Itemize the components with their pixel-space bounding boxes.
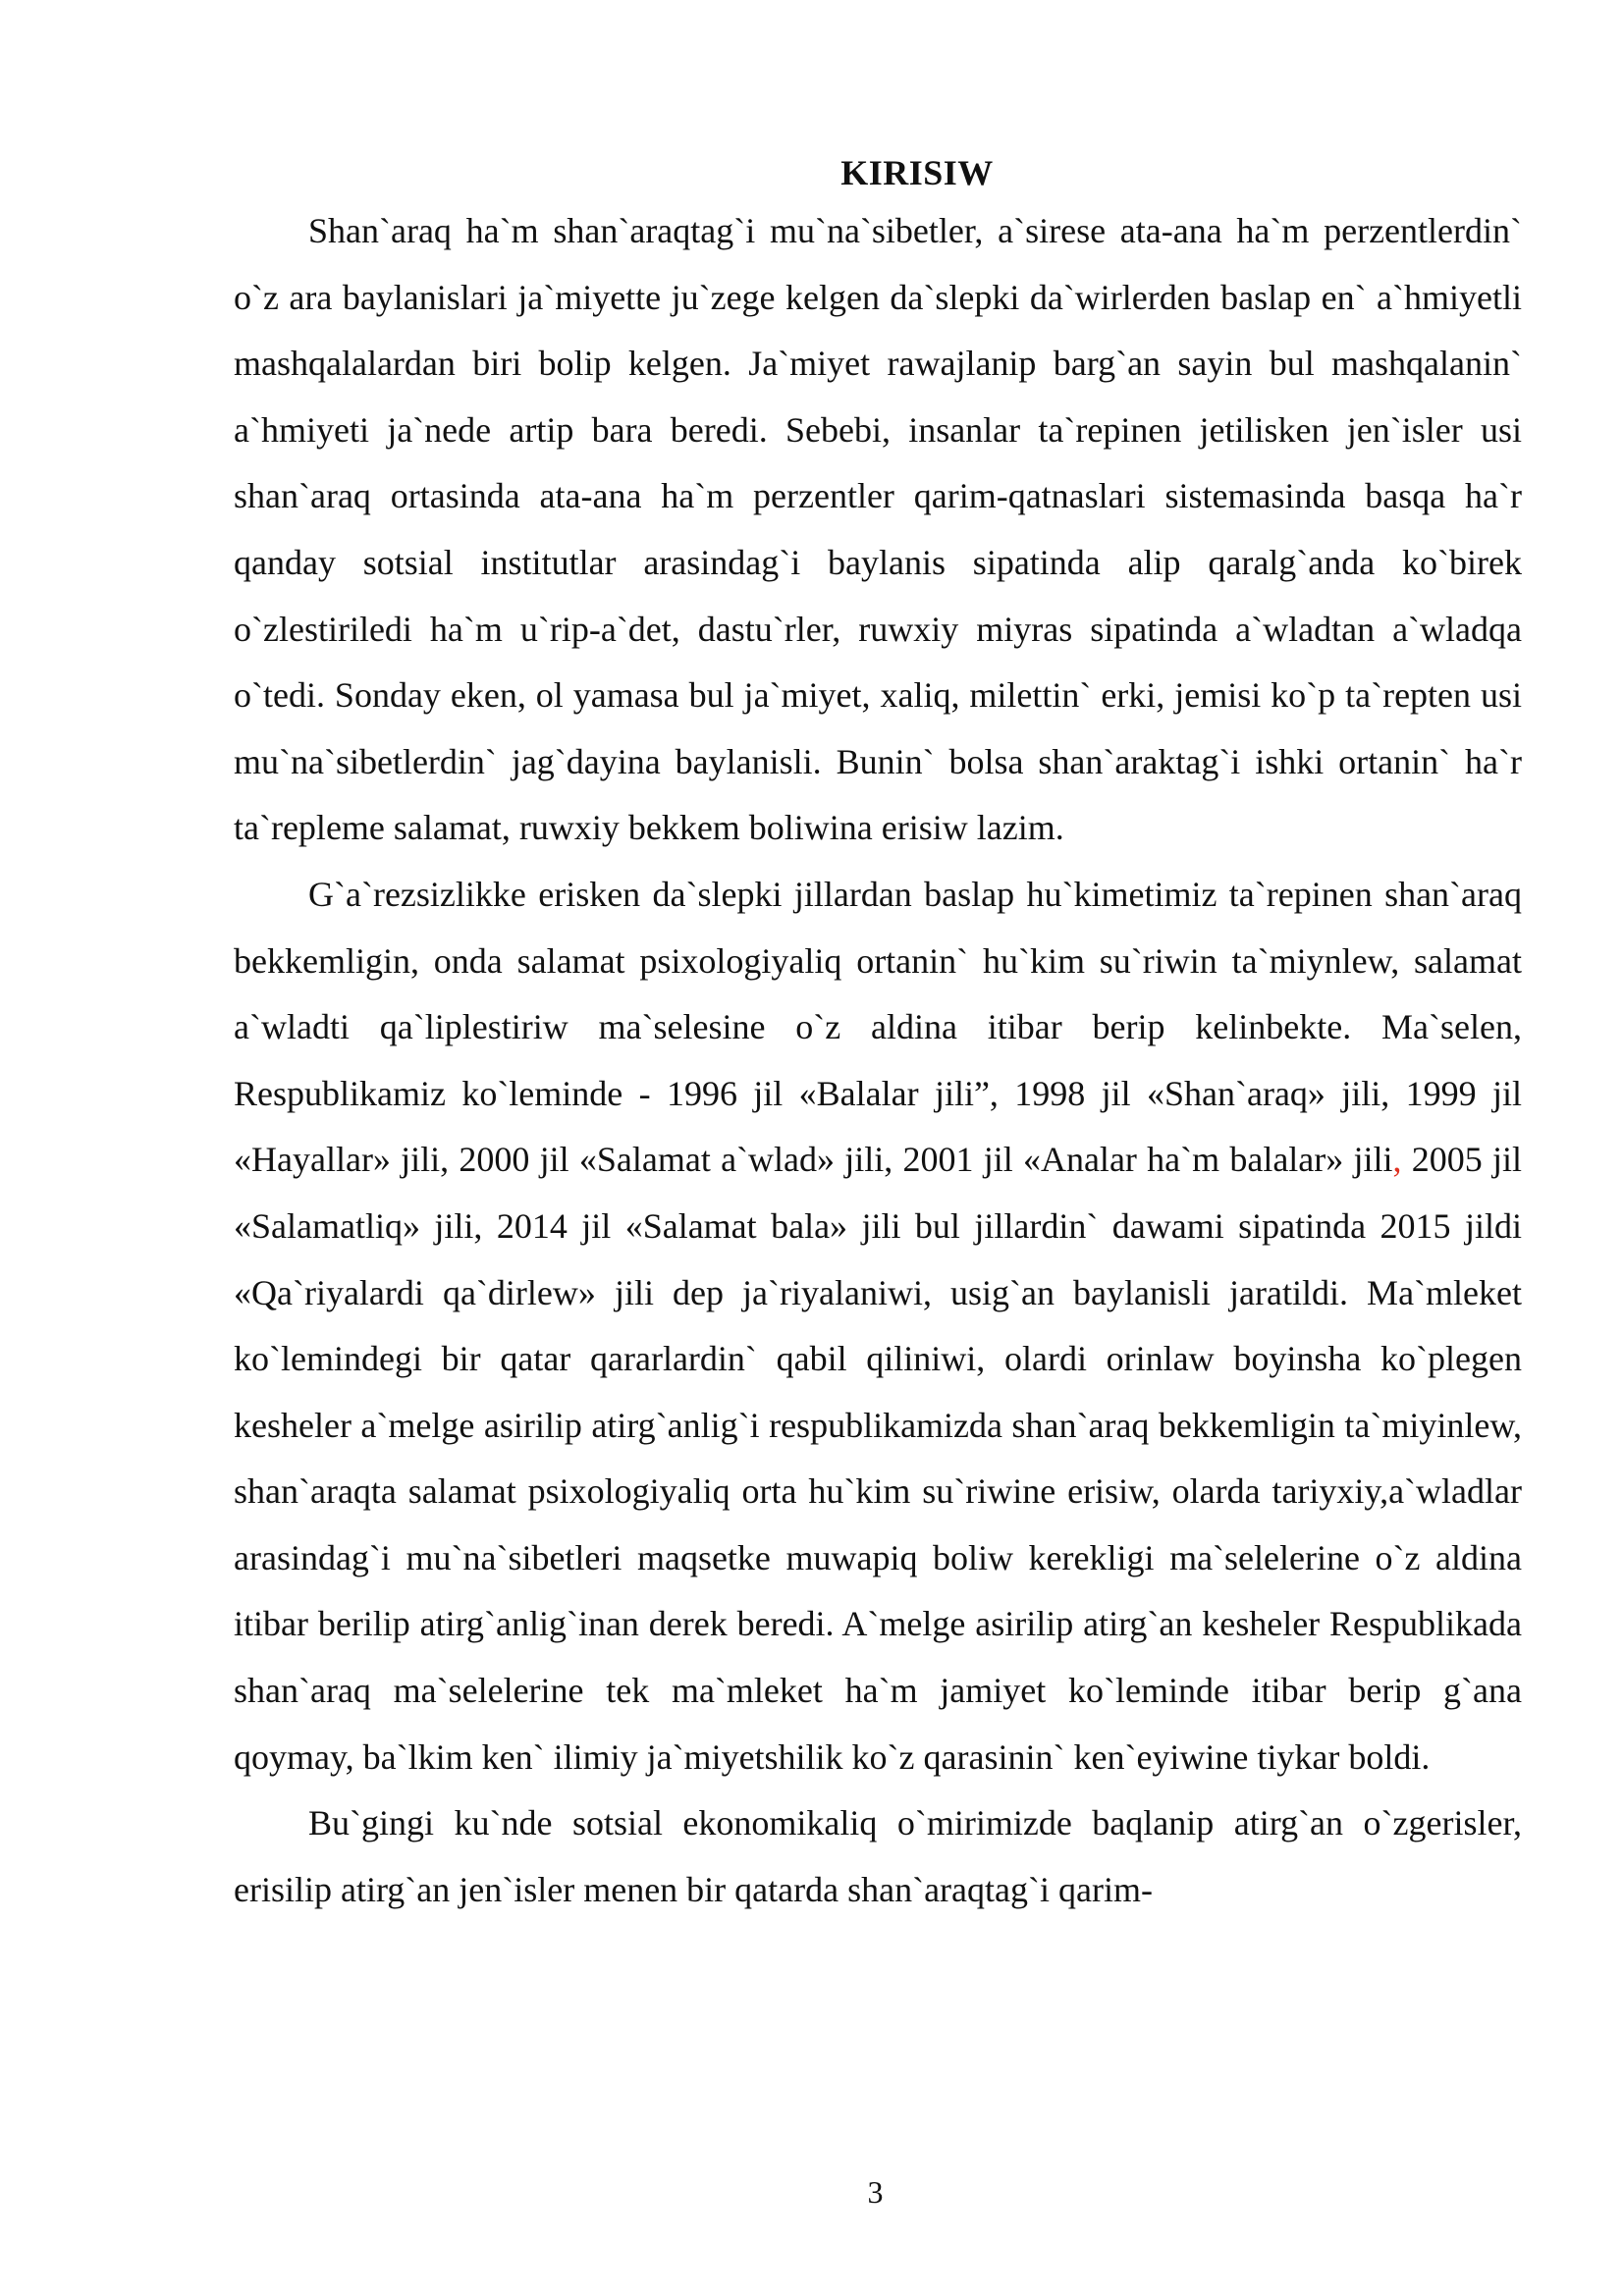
highlighted-comma: , xyxy=(1392,1140,1402,1180)
paragraph-2-text-before: G`a`rezsizlikke erisken da`slepki jillardan baslap hu`kimetimiz ta`repinen shan`araq bekkemligin, onda salamat psixologiyaliq ortanin` hu`kim su`riwin ta`miynlew, salamat a`wladti qa`liplestiriw ma`selesine o`z aldina itibar berip kelinbekte. Ma`selen, Respublikamiz ko`leminde - 1996 jil «Balalar jili”, 1998 jil «Shan`araq» jili, 1999 jil «Hayallar» jili, 2000 jil «Salamat a`wlad» jili, 2001 jil «Analar ha`m balalar» jili xyxy=(234,874,1522,1180)
page-number: 3 xyxy=(867,2174,884,2210)
page-title: KIRISIW xyxy=(840,153,994,192)
page-content xyxy=(234,149,1522,1923)
paragraph-1: Shan`araq ha`m shan`araqtag`i mu`na`sibetler, a`sirese ata-ana ha`m perzentlerdin` o`z ara baylanislari ja`miyette ju`zege kelgen da`slepki da`wirlerden baslap en` a`hmiyetli mashqalalardan biri bolip kelgen. Ja`miyet rawajlanip barg`an sayin bul mashqalanin` a`hmiyeti ja`nede artip bara beredi. Sebebi, insanlar ta`repinen jetilisken jen`isler usi shan`araq ortasinda ata-ana ha`m perzentler qarim-qatnaslari sistemasinda basqa ha`r qanday sotsial institutlar arasindag`i baylanis sipatinda alip qaralg`anda ko`birek o`zlestiriledi ha`m u`rip-a`det, dastu`rler, ruwxiy miyras sipatinda a`wladtan a`wladqa o`tedi. Sonday eken, ol yamasa bul ja`miyet, xaliq, milettin` erki, jemisi ko`p ta`repten usi mu`na`sibetlerdin` jag`dayina baylanisli. Bunin` bolsa shan`araktag`i ishki ortanin` ha`r ta`repleme salamat, ruwxiy bekkem boliwina erisiw lazim. xyxy=(234,211,1522,848)
paragraph-2 xyxy=(234,862,1522,1790)
paragraph-2-text-after: 2005 jil «Salamatliq» jili, 2014 jil «Salamat bala» jili bul jillardin` dawami sipatinda 2015 jildi «Qa`riyalardi qa`dirlew» jili dep ja`riyalaniwi, usig`an baylanisli jaratildi. Ma`mleket ko`lemindegi bir qatar qararlardin` qabil qiliniwi, olardi orinlaw boyinsha ko`plegen kesheler a`melge asirilip atirg`anlig`i respublikamizda shan`araq bekkemligin ta`miyinlew, shan`araqta salamat psixologiyaliq orta hu`kim su`riwine erisiw, olarda tariyxiy,a`wladlar arasindag`i mu`na`sibetleri maqsetke muwapiq boliw kerekligi ma`selelerine o`z aldina itibar berilip atirg`anlig`inan derek beredi. A`melge asirilip atirg`an kesheler Respublikada shan`araq ma`selelerine tek ma`mleket ha`m jamiyet ko`leminde itibar berip g`ana qoymay, ba`lkim ken` ilimiy ja`miyetshilik ko`z qarasinin` ken`eyiwine tiykar boldi. xyxy=(234,1140,1522,1777)
paragraph-3: Bu`gingi ku`nde sotsial ekonomikaliq o`mirimizde baqlanip atirg`an o`zgerisler, erisilip atirg`an jen`isler menen bir qatarda shan`araqtag`i qarim- xyxy=(234,1803,1522,1909)
